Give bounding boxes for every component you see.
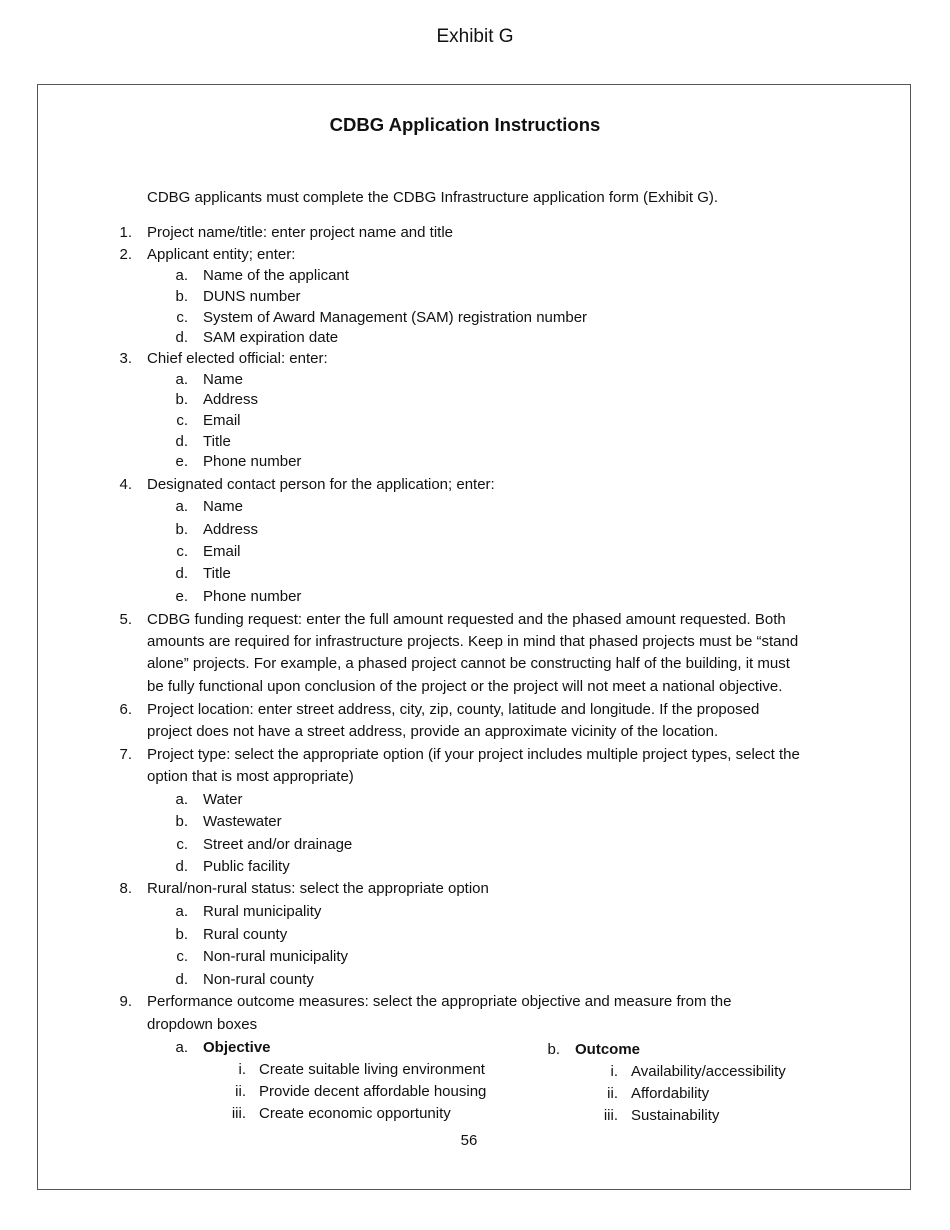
list-item-number: 6. bbox=[119, 701, 132, 718]
list-item-continuation: alone” projects. For example, a phased project cannot be constructing half of the building, it must bbox=[147, 655, 790, 672]
list-item-continuation: dropdown boxes bbox=[147, 1016, 258, 1033]
sub-item-letter: a. bbox=[175, 791, 188, 808]
outcome-heading: Outcome bbox=[575, 1041, 641, 1058]
sub-item-letter: d. bbox=[175, 971, 188, 988]
list-item-continuation: project does not have a street address, provide an approximate vicinity of the location. bbox=[147, 723, 719, 740]
sub-item-letter: c. bbox=[176, 309, 188, 326]
list-item: Applicant entity; enter: bbox=[147, 246, 296, 263]
sub-item-letter: c. bbox=[176, 543, 188, 560]
list-item-continuation: be fully functional upon conclusion of the project or the project will not meet a national objective. bbox=[147, 678, 783, 695]
sub-item-letter: d. bbox=[175, 858, 188, 875]
sub-item: Email bbox=[203, 543, 241, 560]
objective-numeral: iii. bbox=[231, 1105, 246, 1122]
sub-item: Non-rural municipality bbox=[203, 948, 349, 965]
sub-item-letter: e. bbox=[175, 588, 188, 605]
list-item-number: 2. bbox=[119, 246, 132, 263]
sub-item: Name of the applicant bbox=[203, 267, 349, 284]
list-item-number: 1. bbox=[119, 224, 132, 241]
objective-heading: Objective bbox=[203, 1039, 271, 1056]
outcome-option: Affordability bbox=[631, 1085, 710, 1102]
list-item: CDBG funding request: enter the full amount requested and the phased amount requested. Both bbox=[147, 611, 786, 628]
sub-item-letter: a. bbox=[175, 903, 188, 920]
sub-item: Wastewater bbox=[203, 813, 282, 830]
list-item-continuation: option that is most appropriate) bbox=[147, 768, 354, 785]
objective-numeral: i. bbox=[238, 1061, 246, 1078]
sub-item-letter: a. bbox=[175, 267, 188, 284]
outcome-option: Availability/accessibility bbox=[631, 1063, 786, 1080]
sub-item-letter: b. bbox=[175, 391, 188, 408]
list-item: Rural/non-rural status: select the appropriate option bbox=[147, 880, 489, 897]
sub-item: Phone number bbox=[203, 453, 302, 470]
sub-item: Rural county bbox=[203, 926, 288, 943]
exhibit-label: Exhibit G bbox=[436, 26, 514, 47]
list-item: Project location: enter street address, city, zip, county, latitude and longitude. If the proposed bbox=[147, 701, 760, 718]
sub-item-letter: a. bbox=[175, 498, 188, 515]
sub-item-letter: b. bbox=[175, 813, 188, 830]
sub-item: Title bbox=[203, 433, 231, 450]
list-item: Chief elected official: enter: bbox=[147, 350, 328, 367]
sub-item-letter: b. bbox=[175, 521, 188, 538]
list-item: Project type: select the appropriate option (if your project includes multiple project types, select the bbox=[147, 746, 800, 763]
outcome-numeral: iii. bbox=[603, 1107, 618, 1124]
sub-item: Address bbox=[203, 521, 259, 538]
page-number: 56 bbox=[460, 1132, 478, 1149]
intro-text: CDBG applicants must complete the CDBG Infrastructure application form (Exhibit G). bbox=[147, 189, 719, 206]
sub-item: DUNS number bbox=[203, 288, 301, 305]
list-item-continuation: amounts are required for infrastructure projects. Keep in mind that phased projects must be “stand bbox=[147, 633, 799, 650]
sub-item: Address bbox=[203, 391, 259, 408]
sub-item: Name bbox=[203, 498, 244, 515]
sub-item: Email bbox=[203, 412, 241, 429]
list-item-number: 3. bbox=[119, 350, 132, 367]
sub-item: Name bbox=[203, 371, 244, 388]
sub-item-letter: e. bbox=[175, 453, 188, 470]
sub-item: SAM expiration date bbox=[203, 329, 339, 346]
sub-item-letter: c. bbox=[176, 412, 188, 429]
sub-item: Non-rural county bbox=[203, 971, 314, 988]
sub-item-letter: d. bbox=[175, 329, 188, 346]
sub-item: System of Award Management (SAM) registration number bbox=[203, 309, 588, 326]
objective-option: Create suitable living environment bbox=[259, 1061, 485, 1078]
sub-item-letter: b. bbox=[175, 926, 188, 943]
list-item-number: 4. bbox=[119, 476, 132, 493]
outcome-letter: b. bbox=[547, 1041, 560, 1058]
objective-numeral: ii. bbox=[235, 1083, 246, 1100]
sub-item-letter: b. bbox=[175, 288, 188, 305]
objective-option: Provide decent affordable housing bbox=[259, 1083, 487, 1100]
list-item: Project name/title: enter project name and title bbox=[147, 224, 453, 241]
outcome-numeral: i. bbox=[610, 1063, 618, 1080]
sub-item: Water bbox=[203, 791, 243, 808]
sub-item: Title bbox=[203, 565, 231, 582]
sub-item-letter: a. bbox=[175, 371, 188, 388]
sub-item: Street and/or drainage bbox=[203, 836, 353, 853]
list-item-number: 5. bbox=[119, 611, 132, 628]
sub-item-letter: c. bbox=[176, 836, 188, 853]
objective-option: Create economic opportunity bbox=[259, 1105, 451, 1122]
sub-item-letter: c. bbox=[176, 948, 188, 965]
list-item: Performance outcome measures: select the appropriate objective and measure from the bbox=[147, 993, 732, 1010]
sub-item: Phone number bbox=[203, 588, 302, 605]
list-item-number: 9. bbox=[119, 993, 132, 1010]
outcome-option: Sustainability bbox=[631, 1107, 720, 1124]
document-title: CDBG Application Instructions bbox=[329, 114, 601, 135]
list-item: Designated contact person for the application; enter: bbox=[147, 476, 495, 493]
outcome-numeral: ii. bbox=[607, 1085, 618, 1102]
sub-item: Rural municipality bbox=[203, 903, 322, 920]
objective-letter: a. bbox=[175, 1039, 188, 1056]
sub-item: Public facility bbox=[203, 858, 290, 875]
list-item-number: 8. bbox=[119, 880, 132, 897]
list-item-number: 7. bbox=[119, 746, 132, 763]
sub-item-letter: d. bbox=[175, 433, 188, 450]
sub-item-letter: d. bbox=[175, 565, 188, 582]
